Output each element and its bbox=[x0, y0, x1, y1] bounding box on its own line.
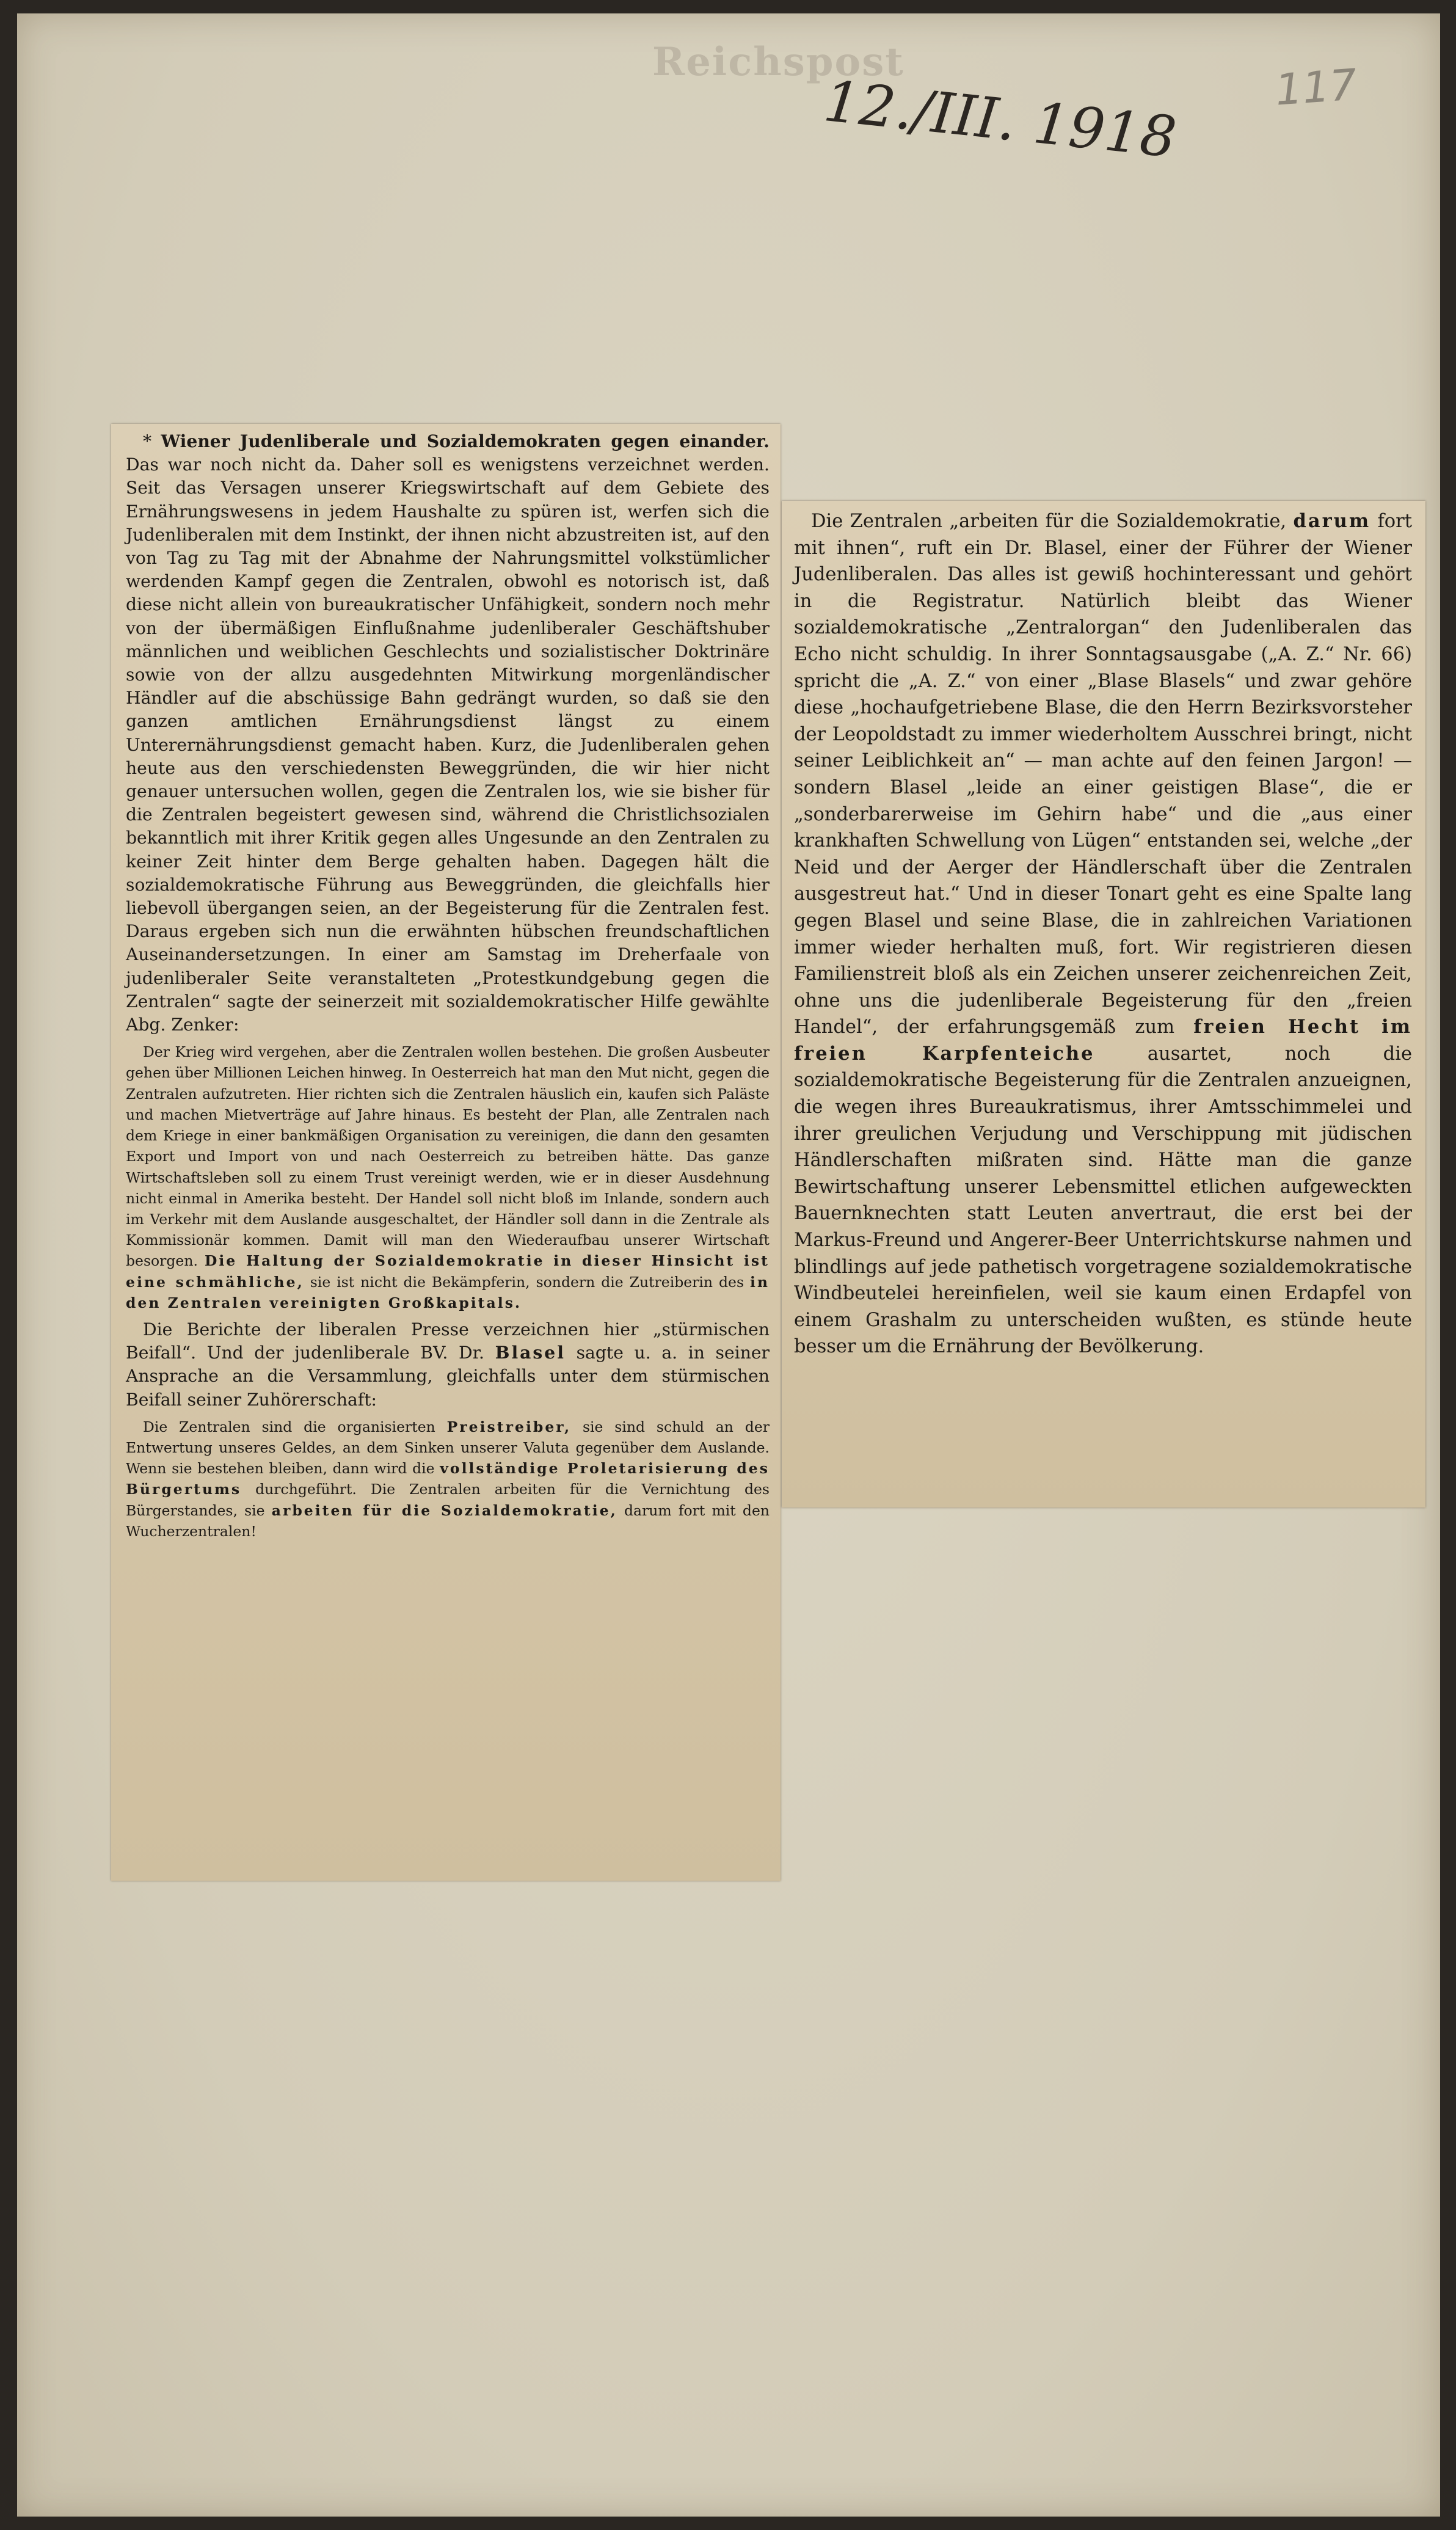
newspaper-clipping-left bbox=[111, 424, 781, 1881]
zenker-quote: Der Krieg wird vergehen, aber die Zentralen wollen bestehen. Die großen Ausbeuter gehen über Millionen Leichen hinweg. In Oesterreich hat man den Mut nicht, gegen die Zentralen aufzutreten. Hier richten sich die Zentralen häuslich ein, kaufen sich Paläste und machen Mietverträge auf Jahre hinaus. Es besteht der Plan, alle Zentralen nach dem Kriege in einer bankmäßigen Organisation zu vereinigen, die dann den gesamten Export und Import von und nach Oesterreich zu betreiben hätte. Das ganze Wirtschaftsleben soll zu einem Trust vereinigt werden, wie er in dieser Ausdehnung nicht einmal in Amerika besteht. Der Handel soll nicht bloß im Inlande, sondern auch im Verkehr mit dem Auslande ausgeschaltet, der Händler soll dann in die Zentrale als Kommissionär kommen. Damit will man den Wiederaufbau unserer Wirtschaft besorgen. Die Haltung der Sozialdemokratie in dieser Hinsicht ist eine schmähliche, sie ist nicht die Bekämpferin, sondern die Zutreiberin des in den Zentralen vereinigten Großkapitals. bbox=[126, 1043, 770, 1311]
handwritten-date: 12./III. 1918 bbox=[820, 68, 1179, 170]
blasel-quote: Die Zentralen sind die organisierten Preistreiber, sie sind schuld an der Entwertung unseres Geldes, an dem Sinken unserer Valuta gegenüber dem Auslande. Wenn sie bestehen bleiben, dann wird die vollständige Proletarisierung des Bürgertums durchgeführt. Die Zentralen arbeiten für die Vernichtung des Bürgerstandes, sie arbeiten für die Sozialdemokratie, darum fort mit den Wucherzentralen! bbox=[126, 1418, 770, 1540]
article-title: Wiener Judenliberale und Sozialdemokraten gegen einander. bbox=[161, 431, 770, 451]
archive-number: 117 bbox=[1273, 59, 1359, 115]
article-intro-text: Das war noch nicht da. Daher soll es wenigstens verzeichnet werden. Seit das Versagen unserer Kriegswirtschaft auf dem Gebiete des Ernährungswesens in jedem Haushalte zu spüren ist, werfen sich die Judenliberalen mit dem Instinkt, der ihnen nicht abzustreiten ist, auf den von Tag zu Tag mit der Abnahme der Nahrungsmittel volkstümlicher werdenden Kampf gegen die Zentralen, obwohl es notorisch ist, daß diese nicht allein von bureaukratischer Unfähigkeit, sondern noch mehr von der übermäßigen Einflußnahme judenliberaler Geschäftshuber männlichen und weiblichen Geschlechts und sozialistischer Doktrinäre sowie von der allzu ausgedehnten Mitwirkung morgenländischer Händler auf die abschüssige Bahn gedrängt wurden, so daß sie den ganzen amtlichen Ernährungsdienst längst zu einem Unterernährungsdienst gemacht haben. Kurz, die Judenliberalen gehen heute aus den verschiedensten Beweggründen, die wir hier nicht genauer untersuchen wollen, gegen die Zentralen los, wie sie bisher für die Zentralen begeistert gewesen sind, während die Christlichsozialen bekanntlich mit ihrer Kritik gegen alles Ungesunde an den Zentralen zu keiner Zeit hinter dem Berge gehalten haben. Dagegen hält die sozialdemokratische Führung aus Beweggründen, die gleichfalls hier liebevoll übergangen seien, an der Begeisterung für die Zentralen fest. Daraus ergeben sich nun die erwähnten hübschen freundschaftlichen Auseinandersetzungen. In einer am Samstag im Dreherfaale von judenliberaler Seite veranstalteten „Protestkundgebung gegen die Zentralen“ sagte der seinerzeit mit sozialdemokratischer Hilfe gewählte Abg. Zenker: bbox=[126, 454, 770, 1035]
article-paragraph-2: Die Berichte der liberalen Presse verzeichnen hier „stürmischen Beifall“. Und der judenliberale BV. Dr. Blasel sagte u. a. in seiner Ansprache an die Versammlung, gleichfalls unter dem stürmischen Beifall seiner Zuhörerschaft: bbox=[126, 1319, 770, 1410]
newspaper-stamp: Reichspost bbox=[652, 39, 905, 85]
article-paragraph-3: Die Zentralen „arbeiten für die Sozialdemokratie, darum fort mit ihnen“, ruft ein Dr. Blasel, einer der Führer der Wiener Judenliberalen. Das alles ist gewiß hochinteressant und gehört in die Registratur. Natürlich bleibt das Wiener sozialdemokratische „Zentralorgan“ den Judenliberalen das Echo nicht schuldig. In ihrer Sonntagsausgabe („A. Z.“ Nr. 66) spricht die „A. Z.“ von einer „Blase Blasels“ und zwar gehöre diese „hochaufgetriebene Blase, die den Herrn Bezirksvorsteher der Leopoldstadt zu immer wiederholtem Ausschrei bringt, nicht seiner Leiblichkeit an“ — man achte auf den feinen Jargon! — sondern Blasel „leide an einer geistigen Blase“, die er „sonderbarerweise im Gehirn habe“ und die „aus einer krankhaften Schwellung von Lügen“ entstanden sei, welche „der Neid und der Aerger der Händlerschaft über die Zentralen ausgestreut hat.“ Und in dieser Tonart geht es eine Spalte lang gegen Blasel und seine Blase, die in zahlreichen Variationen immer wieder herhalten muß, fort. Wir registrieren diesen Familienstreit bloß als ein Zeichen unserer zeichenreichen Zeit, ohne uns die judenliberale Begeisterung für den „freien Handel“, der erfahrungsgemäß zum freien Hecht im freien Karpfenteiche ausartet, noch die sozialdemokratische Begeisterung für die Zentralen anzueignen, die wegen ihres Bureaukratismus, ihrer Amtsschimmelei und ihrer greulichen Verjudung und Verschippung mit jüdischen Händlerschaften mißraten sind. Hätte man die ganze Bewirtschaftung unserer Lebensmittel etlichen aufgeweckten Bauernknechten statt Leuten anvertraut, die erst bei der Markus-Freund und Angerer-Beer Unterrichtskurse nahmen und blindlings auf jede pathetisch vorgetragene sozialdemokratische Windbeutelei hereinfielen, weil sie kaum einen Erdapfel von einem Grashalm zu unterscheiden wußten, es stünde heute besser um die Ernährung der Bevölkerung. bbox=[794, 510, 1413, 1358]
article-paragraph-1: * Wiener Judenliberale und Sozialdemokraten gegen einander. Das war noch nicht da. Daher soll es wenigstens verzeichnet werden. Seit das Versagen unserer Kriegswirtschaft auf dem Gebiete des Ernährungswesens in jedem Haushalte zu spüren ist, werfen sich die Judenliberalen mit dem Instinkt, der ihnen nicht abzustreiten ist, auf den von Tag zu Tag mit der Abnahme der Nahrungsmittel volkstümlicher werdenden Kampf gegen die Zentralen, obwohl es notorisch ist, daß diese nicht allein von bureaukratischer Unfähigkeit, sondern noch mehr von der übermäßigen Einflußnahme judenliberaler Geschäftshuber männlichen und weiblichen Geschlechts und sozialistischer Doktrinäre sowie von der allzu ausgedehnten Mitwirkung morgenländischer Händler auf die abschüssige Bahn gedrängt wurden, so daß sie den ganzen amtlichen Ernährungsdienst längst zu einem Unterernährungsdienst gemacht haben. Kurz, die Judenliberalen gehen heute aus den verschiedensten Beweggründen, die wir hier nicht genauer untersuchen wollen, gegen die Zentralen los, wie sie bisher für die Zentralen begeistert gewesen sind, während die Christlichsozialen bekanntlich mit ihrer Kritik gegen alles Ungesunde an den Zentralen zu keiner Zeit hinter dem Berge gehalten haben. Dagegen hält die sozialdemokratische Führung aus Beweggründen, die gleichfalls hier liebevoll übergangen seien, an der Begeisterung für die Zentralen fest. Daraus ergeben sich nun die erwähnten hübschen freundschaftlichen Auseinandersetzungen. In einer am Samstag im Dreherfaale von judenliberaler Seite veranstalteten „Protestkundgebung gegen die Zentralen“ sagte der seinerzeit mit sozialdemokratischer Hilfe gewählte Abg. Zenker: bbox=[126, 431, 770, 1035]
newspaper-clipping-right bbox=[782, 501, 1425, 1507]
